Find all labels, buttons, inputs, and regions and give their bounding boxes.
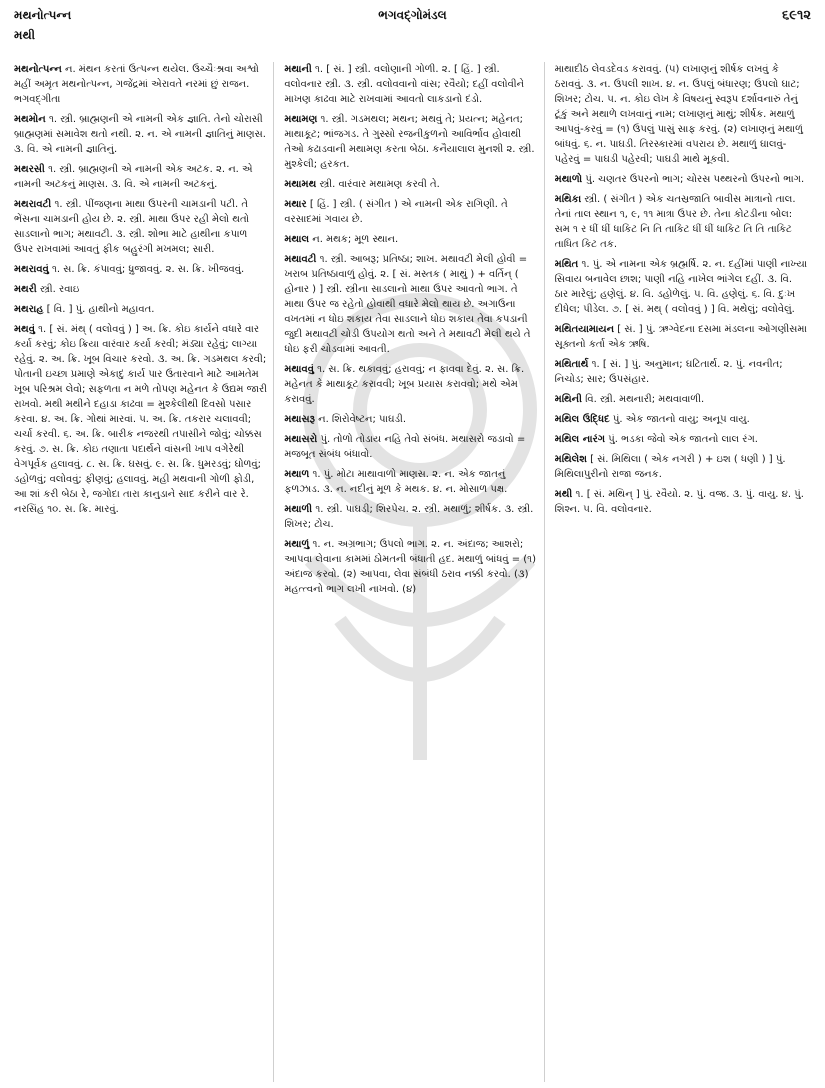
headword: મથિલ ઉદ્ધિદ	[554, 414, 610, 425]
dictionary-entry	[555, 322, 808, 352]
definition-text: સ્ત્રી. રવાઇ	[39, 284, 80, 295]
definition-text: ૧. સ. ક્રિ. થકાવવું; હરાવવું; ન ફાવવા દેવું. ૨. સ. ક્રિ. મહેનત કે માથાકૂટ કરાવવી; ખૂબ પ્રયાસ કરાવવો; મથે એમ કરાવવું.	[284, 364, 525, 405]
dictionary-entry	[284, 502, 537, 532]
dictionary-entry	[555, 487, 808, 517]
dictionary-entry	[14, 62, 267, 107]
headword: મથિની	[554, 394, 582, 405]
headword: મથિતયામાયન	[554, 324, 615, 335]
definition-text: ૧. સ્ત્રી. આબરૂ; પ્રતિષ્ઠા; શાખ. મથાવટી મેલી હોવી = ખરાબ પ્રતિષ્ઠાવાળું હોવું. ૨. [ સં. મસ્તક ( માથું ) + વર્તિન્ ( હોનાર ) ] સ્ત્રી. સ્ત્રીના સાડલાનો માથા ઉપર આવતો ભાગ. તે માથા ઉપર જ રહેતો હોવાથી વધારે મેલો થાય છે. અગાઉના વખતમાં ન ધોઇ શકાય તેવા સાડલાને ધોઇ શકાય તેવા કપડાની જુદી મથાવટી ચોડી ઉપયોગ થતો અને તે મથાવટી મેલી થયે તે ધોઇ ફરી ચોડવામાં આવતી.	[284, 254, 531, 355]
definition-text: સ્ત્રી. વારંવાર મથામણ કરવી તે.	[319, 179, 440, 190]
guide-word-bottom: મથી	[14, 28, 36, 42]
definition-text: માથાદીઠ લેવડદેવડ કરાવવું. (૫) લખાણનું શીર્ષક લખવું કે ઠરાવવું. ૩. ન. ઉપલી શાખ. ૪. ન. ઉપલું બંધારણ; ઉપલો ઘાટ; શિખર; ટોચ. ૫. ન. કોઇ લેખ કે વિષયનું સ્વરૂપ દર્શાવનારું તેનું ટૂંકું અને મથાળે લખવાનું નામ; લખાણનું માથું; શીર્ષક. મથાળું આપવું-કરવું = (૧) ઉપલું પાસું સાફ કરવું. (૨) લખાણનું મથાળું બાંધવું. ૬. ન. પાઘડી. તિરસ્કારમાં વપરાય છે. મથાળું ઘાલવું-પહેરવું = પાઘડી પહેરવી; પાઘડી માથે મૂકવી.	[554, 64, 803, 165]
page-header	[14, 8, 811, 54]
dictionary-entry	[284, 112, 537, 172]
dictionary-entry	[284, 62, 537, 107]
headword: મથરાહ	[14, 304, 44, 315]
definition-text: સ્ત્રી. ( સંગીત ) એક ચતસ્રજાતિ બાવીસ માત્રાનો તાલ. તેનાં તાલ સ્થાન ૧, ૯, ૧૧ માત્રા ઉપર છે. તેના કોટડીના બોલ: સમ ૧ ર ધીં ધીં ધાકિટ નિ તિ તાકિટ ધીં ધીં ધાકિટ તિ તિ તાકિટ તાધિત કિટ તક.	[554, 194, 796, 250]
definition-text: [ વિ. ] પું. હાથીનો મહાવત.	[46, 304, 155, 315]
dictionary-entry	[555, 412, 808, 427]
dictionary-entry	[284, 232, 537, 247]
definition-text: [ સં. ] પું. ઋગ્વેદના દસમા મંડલના ઓગણીસમા સૂક્તનો કર્તા એક ઋષિ.	[554, 324, 807, 350]
dictionary-entry	[14, 262, 267, 277]
headword: મથાળો	[554, 174, 583, 185]
headword: મથિકા	[554, 194, 582, 205]
headword: મથિલેશ	[554, 454, 587, 465]
dictionary-entry	[14, 112, 267, 157]
dictionary-entry	[14, 197, 267, 257]
headword: મથાર	[284, 199, 307, 210]
headword: મથાસરો	[284, 434, 318, 445]
dictionary-columns	[14, 62, 814, 1082]
headword: મથિલ નારંગ	[554, 434, 606, 445]
headword: મથિતાર્થ	[554, 359, 589, 370]
headword: મથાસરૂ	[284, 414, 315, 425]
definition-text: ૧. સ્ત્રી. બ્રાહ્મણની એ નામની એક અટક. ૨. ન. એ નામની અટકનું માણસ. ૩. વિ. એ નામની અટકનું.	[14, 164, 253, 190]
definition-text: ૧. સ્ત્રી. પીંજણના માથા ઉપરની ચામડાની પટી. તે ભેંસના ચામડાની હોય છે. ૨. સ્ત્રી. માથા ઉપર રહી મેલો થતો સાડલાનો ભાગ; મથાવટી. ૩. સ્ત્રી. શોભા માટે હાથીના કપાળ ઉપર રાખવામાં આવતું ફીક બહુરંગી મખમલ; સારી.	[14, 199, 250, 255]
definition-text: ૧. [ સં. ] પું. અનુમાન; ઘટિતાર્થ. ૨. પું. નવનીત; નિચોડ; સાર; ઉપસંહાર.	[554, 359, 783, 385]
dictionary-entry	[555, 392, 808, 407]
dictionary-entry	[284, 467, 537, 497]
definition-text: ૧. સ્ત્રી. પાઘડી; શિરપેચ. ૨. સ્ત્રી. મથાળું; શીર્ષક. ૩. સ્ત્રી. શિખર; ટોચ.	[284, 504, 534, 530]
definition-text: પું. એક જાતનો વાયુ; અનૂપ વાયુ.	[612, 414, 750, 425]
dictionary-entry	[555, 172, 808, 187]
dictionary-entry	[555, 452, 808, 482]
definition-text: ૧. [ સં. ] સ્ત્રી. વલોણાની ગોળી. ૨. [ હિં. ] સ્ત્રી. વલોવનાર સ્ત્રી. ૩. સ્ત્રી. વલોવવાનો વાંસ; રવૈયો; દહીં વલોવીને માખણ કાઢવા માટે રાખવામાં આવતો લાકડાનો દંડો.	[284, 64, 525, 105]
dictionary-entry	[555, 357, 808, 387]
headword: મથાળી	[284, 504, 313, 515]
headword: મથી	[554, 489, 573, 500]
definition-text: [ હિં. ] સ્ત્રી. ( સંગીત ) એ નામની એક રાગિણી. તે વરસાદમાં ગવાય છે.	[284, 199, 508, 225]
dictionary-entry	[555, 62, 808, 167]
headword: મથાલ	[284, 234, 310, 245]
definition-text: ૧. પું. મોટા માથાવાળો માણસ. ૨. ન. એક જાતનું ફળઝાડ. ૩. ન. નદીનું મૂળ કે મથક. ૪. ન. મોસાળ પક્ષ.	[284, 469, 508, 495]
dictionary-entry	[284, 362, 537, 407]
headword: મથામથ	[284, 179, 317, 190]
definition-text: પું. ચણતર ઉપરનો ભાગ; ચોરસ પથ્થરનો ઉપરનો ભાગ.	[585, 174, 805, 185]
headword: મથિત	[554, 259, 579, 270]
dictionary-entry	[284, 197, 537, 227]
dictionary-entry	[555, 257, 808, 317]
dictionary-entry	[284, 412, 537, 427]
dictionary-entry	[14, 322, 267, 517]
definition-text: [ સં. મિથિલા ( એક નગરી ) + ઇશ ( ધણી ) ] પું. મિથિલાપુરીનો રાજા જનક.	[554, 454, 786, 480]
definition-text: ૧. ન. અગ્રભાગ; ઉપલો ભાગ. ૨. ન. અંદાજ; આશરો; આપવા લેવાના કામમાં ઠોમતની બંધાતી હદ. મથાળું બાંધવું = (૧) અંદાજ કરવો. (૨) આપવા, લેવા સંબંધી ઠરાવ નક્કી કરવો. (૩) મહત્ત્વનો ભાગ લખી નાખવો. (૪)	[284, 539, 536, 595]
dictionary-entry	[14, 302, 267, 317]
headword: મથાવટી	[284, 254, 317, 265]
headword: મથમોન	[14, 114, 46, 125]
headword: મથાની	[284, 64, 312, 75]
definition-text: ૧. સ. ક્રિ. કંપાવવું; ધ્રુજાવવું. ૨. સ. ક્રિ. ખીજવવું.	[52, 264, 245, 275]
headword: મથરસી	[14, 164, 45, 175]
headword: મથાળું	[284, 539, 310, 550]
dictionary-entry	[284, 252, 537, 357]
definition-text: ૧. [ સં. મથિન્ ] પું. રવૈયો. ૨. પું. વજ્ર. ૩. પું. વાયુ. ૪. પું. શિશ્ન. ૫. વિ. વલોવનાર.	[554, 489, 804, 515]
dictionary-entry	[284, 432, 537, 462]
dictionary-entry	[14, 162, 267, 192]
headword: મથરી	[14, 284, 37, 295]
guide-word-top: મથનોત્પન્ન	[14, 8, 72, 22]
definition-text: વિ. સ્ત્રી. મથનારી; મથવાવાળી.	[585, 394, 705, 405]
dictionary-entry	[555, 192, 808, 252]
dictionary-column-2	[284, 62, 544, 1082]
headword: મથરાવટી	[14, 199, 52, 210]
definition-text: ૧. સ્ત્રી. ગડમથલ; મથન; મથવું તે; પ્રયત્ન; મહેનત; માથાકૂટ; ભાંજગડ. તે ગુસ્સો રજનીકુળનો આવિર્ભાવ હોવાથી તેઓ કઢાડવાની મથામણ કરતા બેઠા. કનૈયાલાલ મુનશી ૨. સ્ત્રી. મુશ્કેલી; હરકત.	[284, 114, 535, 170]
definition-text: પું. ભડકા જેવો એક જાતનો લાલ રંગ.	[608, 434, 758, 445]
definition-text: પું. તોળો તોડાય નહિ તેવો સંબંધ. મથાસરો જડાવો = મજબૂત સંબંધ બંધાવો.	[284, 434, 526, 460]
headword: મથનોત્પન્ન	[14, 64, 62, 75]
headword: મથરાવવું	[14, 264, 49, 275]
dictionary-column-1	[14, 62, 274, 1082]
headword: મથવું	[14, 324, 35, 335]
page-number: ૬૯૧૨	[782, 8, 811, 23]
dictionary-entry	[284, 537, 537, 597]
definition-text: ૧. સ્ત્રી. બ્રાહ્મણની એ નામની એક જ્ઞાતિ. તેનો ચોરાસી બ્રાહ્મણમાં સમાવેશ થતો નથી. ૨. ન. એ નામની જ્ઞાતિનું માણસ. ૩. વિ. એ નામની જ્ઞાતિનું.	[14, 114, 266, 155]
headword: મથાળ	[284, 469, 310, 480]
dictionary-entry	[555, 432, 808, 447]
definition-text: ૧. પું. એ નામના એક બ્રહ્મર્ષિ. ૨. ન. દહીંમાં પાણી નાખ્યા સિવાય બનાવેલ છાશ; પાણી નહિ નાખેલ ભાંગેલ દહીં. ૩. વિ. ઠાર મારેલું; હણેલું. ૪. વિ. ડહોળેલું. ૫. વિ. હણેલું. ૬. વિ. દુઃખ દીધેલ; પીડેલ. ૭. [ સં. મથ્ ( વલોવવું ) ] વિ. મથેલું; વલોવેલું.	[554, 259, 808, 315]
dictionary-entry	[284, 177, 537, 192]
running-title: ભગવદ્ગોમંડલ	[378, 8, 447, 22]
dictionary-column-3	[555, 62, 814, 1082]
definition-text: ન. શિરોવેષ્ટન; પાઘડી.	[318, 414, 407, 425]
headword: મથામણ	[284, 114, 318, 125]
dictionary-entry	[14, 282, 267, 297]
definition-text: ન. મંથન કરતાં ઉત્પન્ન થયેલ. ઉચ્ચૈઃશ્રવા અશ્વો મહીં અમૃત મથનોત્પન્ન, ગજેંદ્રમાં એરાવતે નરમાં છું રાજન. ભગવદ્ગીતા	[14, 64, 259, 105]
definition-text: ન. મથક; મૂળ સ્થાન.	[312, 234, 399, 245]
definition-text: ૧. [ સં. મંથ્ ( વલોવવું ) ] અ. ક્રિ. કોઇ કાર્યને વધારે વાર કર્યા કરવું; કોઇ ક્રિયા વારંવાર કર્યા કરવી; મંડ્યા રહેવું; લાગ્યા રહેવું. ૨. અ. ક્રિ. ખૂબ વિચાર કરવો. ૩. અ. ક્રિ. ગડમથલ કરવી; પોતાની ઇચ્છા પ્રમાણે એકાદું કાર્ય પાર ઉતારવાને માટે આમતેમ ખૂબ પરિશ્રમ લેવો; સફળતા ન મળે તોપણ મહેનત કે ઉદ્યમ જારી રાખવો. મથી મથીને દહાડા કાઢવા = મુશ્કેલીથી દિવસો પસાર કરવા. ૪. અ. ક્રિ. ગોથાં મારવાં. ૫. અ. ક્રિ. તકરાર ચલાવવી; ચર્ચા કરવી. ૬. અ. ક્રિ. બારીક નજરથી તપાસીને જોવું; ચોક્કસ કરવું. ૭. સ. ક્રિ. કોઇ તણાતા પદાર્થને વાંસની ખાપ વગેરેથી વેગપૂર્વક હલાવવું. ૮. સ. ક્રિ. ઘસવું. ૯. સ. ક્રિ. ધુમરડવું; ઘોળવું; ડહોળવું; વલોવવું; ફીણવું; હલાવવું. મહી મથવાની ગોળી ફોડી, આ શાં કરી બેઠા રે, જગોદા તારા કાનુડાને સાદ કરીને વાર રે. નરસિંહ ૧૦. સ. ક્રિ. મારવું.	[14, 324, 268, 515]
headword: મથાવવું	[284, 364, 314, 375]
